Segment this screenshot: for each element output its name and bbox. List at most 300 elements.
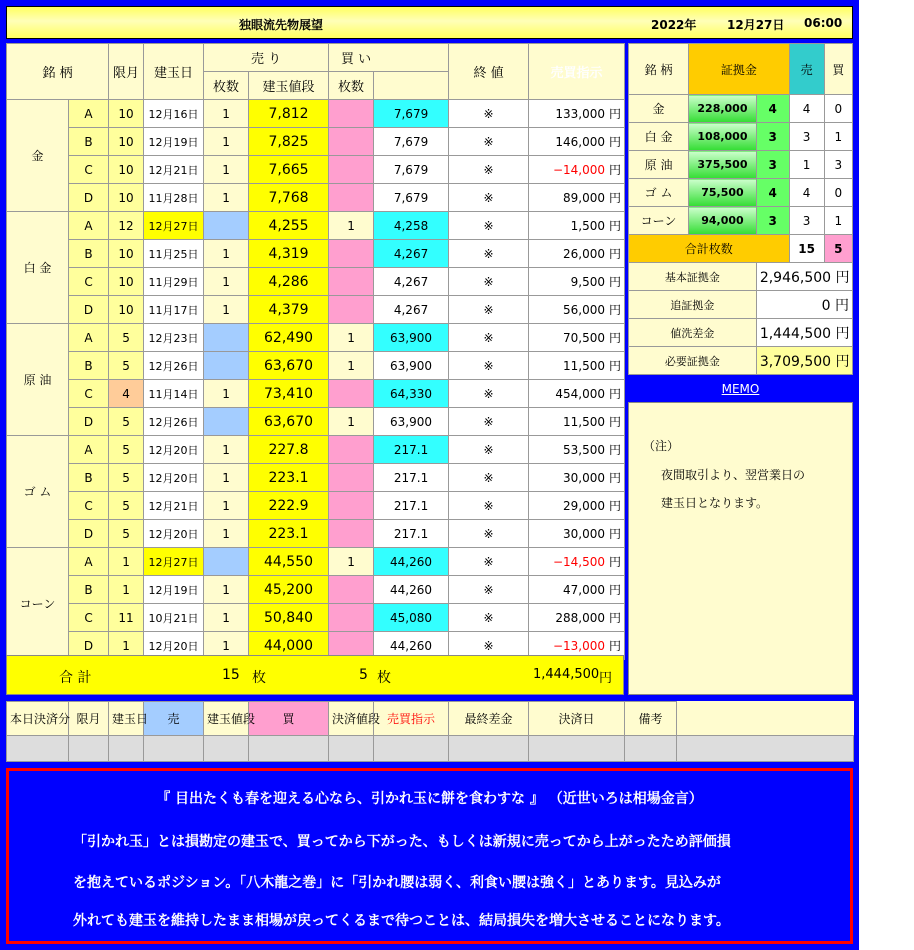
- slot-label: A: [69, 548, 109, 576]
- title-bar: [6, 6, 853, 39]
- mark-to-market-diff: [529, 576, 625, 604]
- memo-line-1: （注）: [643, 439, 680, 453]
- buy-count: [329, 184, 374, 212]
- open-price: 7,825: [249, 128, 329, 156]
- settle-hdr-6: 決済値段: [329, 702, 374, 736]
- date-monthday: 12月27日: [727, 18, 785, 32]
- open-date: 12月27日: [144, 212, 204, 240]
- buy-count: 1: [329, 408, 374, 436]
- close-price: 44,260: [374, 632, 449, 660]
- buy-count: [329, 268, 374, 296]
- commodity-name: コーン: [7, 548, 69, 660]
- side-hdr-brand: 銘 柄: [629, 44, 689, 95]
- open-price: 4,255: [249, 212, 329, 240]
- trade-instruction: ※: [449, 576, 529, 604]
- side-commodity: 金: [629, 95, 689, 123]
- position-row: [7, 212, 625, 240]
- contract-month: 5: [109, 352, 144, 380]
- open-price: 73,410: [249, 380, 329, 408]
- margin-table: [628, 43, 853, 375]
- open-price: 7,812: [249, 100, 329, 128]
- proverb-panel: [6, 768, 853, 944]
- sell-count: 1: [204, 576, 249, 604]
- sell-count: 1: [204, 156, 249, 184]
- yen-unit: 円: [609, 247, 622, 261]
- diff-value: −14,500: [552, 555, 606, 569]
- diff-value: 454,000: [555, 387, 606, 401]
- open-date: 12月20日: [144, 436, 204, 464]
- trade-instruction: ※: [449, 212, 529, 240]
- buy-count: [329, 492, 374, 520]
- buy-count: [329, 380, 374, 408]
- diff-value: 146,000: [555, 135, 606, 149]
- slot-label: C: [69, 492, 109, 520]
- margin-row: [629, 95, 853, 123]
- yen-unit: 円: [609, 583, 622, 597]
- side-commodity: 白 金: [629, 123, 689, 151]
- page-title: 独眼流先物展望: [239, 18, 324, 32]
- yen-unit: 円: [609, 611, 622, 625]
- slot-label: B: [69, 128, 109, 156]
- mark-to-market-diff: [529, 604, 625, 632]
- position-row: [7, 408, 625, 436]
- sell-count: 1: [204, 240, 249, 268]
- side-commodity: 原 油: [629, 151, 689, 179]
- contract-month: 10: [109, 128, 144, 156]
- margin-amount: 94,000: [689, 207, 757, 235]
- open-price: 7,665: [249, 156, 329, 184]
- memo-panel: [628, 402, 853, 695]
- buy-count: [329, 520, 374, 548]
- total-bar: [6, 655, 624, 695]
- yen-unit: 円: [609, 527, 622, 541]
- sell-count: 1: [204, 492, 249, 520]
- contract-month: 12: [109, 212, 144, 240]
- position-row: [7, 324, 625, 352]
- buy-count: 1: [329, 212, 374, 240]
- mark-to-market-diff: [529, 128, 625, 156]
- summary-label: 必要証拠金: [629, 347, 757, 375]
- diff-value: 89,000: [563, 191, 606, 205]
- slot-label: B: [69, 576, 109, 604]
- close-price: 7,679: [374, 128, 449, 156]
- memo-link[interactable]: MEMO: [721, 382, 760, 396]
- hdr-close: 終 値: [449, 44, 529, 100]
- buy-count: 1: [329, 352, 374, 380]
- margin-amount: 75,500: [689, 179, 757, 207]
- open-date: 11月28日: [144, 184, 204, 212]
- yen-unit: 円: [609, 135, 622, 149]
- memo-line-2: 夜間取引より、翌営業日の: [661, 468, 806, 482]
- open-date: 11月29日: [144, 268, 204, 296]
- slot-label: C: [69, 604, 109, 632]
- commodity-name: 原 油: [7, 324, 69, 436]
- total-label: 合 計: [59, 670, 92, 686]
- commodity-name: 金: [7, 100, 69, 212]
- diff-value: 56,000: [563, 303, 606, 317]
- settle-hdr-0: 本日決済分: [7, 702, 69, 736]
- slot-label: B: [69, 464, 109, 492]
- mark-to-market-diff: [529, 268, 625, 296]
- settle-hdr-3: 売: [144, 702, 204, 736]
- open-price: 50,840: [249, 604, 329, 632]
- buy-count: [329, 100, 374, 128]
- hdr-buy: 買 い: [329, 44, 449, 72]
- contract-month: 5: [109, 408, 144, 436]
- contract-month: 10: [109, 100, 144, 128]
- trade-instruction: ※: [449, 604, 529, 632]
- sell-count: [204, 352, 249, 380]
- mark-to-market-diff: [529, 240, 625, 268]
- open-price: 4,319: [249, 240, 329, 268]
- trade-instruction: ※: [449, 268, 529, 296]
- sell-count: 1: [204, 380, 249, 408]
- diff-value: 288,000: [555, 611, 606, 625]
- memo-line-3: 建玉日となります。: [661, 496, 769, 510]
- contract-month: 5: [109, 324, 144, 352]
- summary-value: 2,946,500 円: [756, 263, 852, 291]
- slot-label: D: [69, 408, 109, 436]
- position-row: [7, 352, 625, 380]
- mark-to-market-diff: [529, 492, 625, 520]
- buy-count: 1: [329, 324, 374, 352]
- sell-count: 1: [204, 436, 249, 464]
- summary-value: 1,444,500 円: [756, 319, 852, 347]
- diff-value: 30,000: [563, 527, 606, 541]
- margin-count: 3: [756, 151, 789, 179]
- slot-label: C: [69, 268, 109, 296]
- trade-instruction: ※: [449, 352, 529, 380]
- position-row: [7, 100, 625, 128]
- settle-hdr-9: 決済日: [529, 702, 625, 736]
- margin-row: [629, 123, 853, 151]
- open-price: 222.9: [249, 492, 329, 520]
- side-commodity: コーン: [629, 207, 689, 235]
- open-price: 62,490: [249, 324, 329, 352]
- slot-label: D: [69, 520, 109, 548]
- total-diff: 1,444,500: [533, 667, 600, 682]
- hdr-price: 建玉値段: [249, 72, 329, 100]
- yen-unit: 円: [609, 555, 622, 569]
- proverb-line-1: 「引かれ玉」とは損勘定の建玉で、買ってから下がった、もしくは新規に売ってから上がったため評価損: [73, 834, 731, 850]
- open-date: 12月21日: [144, 156, 204, 184]
- close-price: 7,679: [374, 100, 449, 128]
- mark-to-market-diff: [529, 520, 625, 548]
- trade-instruction: ※: [449, 184, 529, 212]
- contract-month: 5: [109, 464, 144, 492]
- settle-hdr-8: 最終差金: [449, 702, 529, 736]
- contract-month: 5: [109, 520, 144, 548]
- margin-count: 4: [756, 179, 789, 207]
- yen-unit: 円: [609, 415, 622, 429]
- slot-label: D: [69, 632, 109, 660]
- close-price: 64,330: [374, 380, 449, 408]
- total-sell-unit: 枚: [252, 670, 266, 686]
- slot-label: A: [69, 324, 109, 352]
- slot-label: C: [69, 156, 109, 184]
- diff-value: −13,000: [552, 639, 606, 653]
- contract-month: 1: [109, 632, 144, 660]
- diff-value: 11,500: [563, 415, 606, 429]
- side-hdr-margin: 証拠金: [689, 44, 790, 95]
- sell-count: [204, 324, 249, 352]
- close-price: 63,900: [374, 324, 449, 352]
- open-price: 45,200: [249, 576, 329, 604]
- sell-count: 1: [204, 128, 249, 156]
- open-date: 11月17日: [144, 296, 204, 324]
- margin-summary-row: [629, 319, 853, 347]
- sell-count: [204, 212, 249, 240]
- position-row: [7, 492, 625, 520]
- trade-instruction: ※: [449, 380, 529, 408]
- yen-unit: 円: [609, 331, 622, 345]
- contract-month: 10: [109, 240, 144, 268]
- open-date: 12月26日: [144, 408, 204, 436]
- position-row: [7, 184, 625, 212]
- side-sell: 1: [789, 151, 824, 179]
- side-sell: 4: [789, 95, 824, 123]
- contract-month: 11: [109, 604, 144, 632]
- open-price: 7,768: [249, 184, 329, 212]
- open-date: 12月19日: [144, 576, 204, 604]
- contract-month: 10: [109, 156, 144, 184]
- open-date: 11月25日: [144, 240, 204, 268]
- position-row: [7, 464, 625, 492]
- sell-count: 1: [204, 520, 249, 548]
- contract-month: 10: [109, 296, 144, 324]
- yen-unit: 円: [609, 107, 622, 121]
- side-buy: 1: [824, 123, 852, 151]
- close-price: 7,679: [374, 184, 449, 212]
- close-price: 63,900: [374, 352, 449, 380]
- diff-value: 29,000: [563, 499, 606, 513]
- open-date: 12月27日: [144, 548, 204, 576]
- trade-instruction: ※: [449, 492, 529, 520]
- yen-unit: 円: [609, 191, 622, 205]
- trade-instruction: ※: [449, 100, 529, 128]
- close-price: 4,267: [374, 296, 449, 324]
- total-sell: 15: [222, 667, 240, 683]
- close-price: 7,679: [374, 156, 449, 184]
- open-price: 63,670: [249, 352, 329, 380]
- contract-month: 5: [109, 436, 144, 464]
- contract-month: 4: [109, 380, 144, 408]
- margin-summary-row: [629, 291, 853, 319]
- date-time: 06:00: [804, 16, 843, 30]
- settle-hdr-5: 買: [249, 702, 329, 736]
- position-row: [7, 380, 625, 408]
- side-total-buy: 5: [824, 235, 852, 263]
- side-buy: 1: [824, 207, 852, 235]
- position-row: [7, 604, 625, 632]
- trade-instruction: ※: [449, 548, 529, 576]
- close-price: 63,900: [374, 408, 449, 436]
- summary-value: 0 円: [756, 291, 852, 319]
- hdr-trade-instruction: 売買指示: [529, 44, 625, 100]
- close-price: 4,267: [374, 268, 449, 296]
- slot-label: B: [69, 352, 109, 380]
- trade-instruction: ※: [449, 464, 529, 492]
- contract-month: 5: [109, 492, 144, 520]
- close-price: 217.1: [374, 520, 449, 548]
- trade-instruction: ※: [449, 520, 529, 548]
- yen-unit: 円: [609, 387, 622, 401]
- sell-count: 1: [204, 268, 249, 296]
- position-row: [7, 548, 625, 576]
- position-row: [7, 520, 625, 548]
- side-sell: 3: [789, 123, 824, 151]
- margin-row: [629, 207, 853, 235]
- hdr-gen: 限月: [109, 44, 144, 100]
- trade-instruction: ※: [449, 296, 529, 324]
- mark-to-market-diff: [529, 408, 625, 436]
- mark-to-market-diff: [529, 352, 625, 380]
- settle-hdr-1: 限月: [69, 702, 109, 736]
- summary-value: 3,709,500 円: [756, 347, 852, 375]
- settle-hdr-4: 建玉値段: [204, 702, 249, 736]
- sell-count: [204, 408, 249, 436]
- position-row: [7, 576, 625, 604]
- sell-count: 1: [204, 296, 249, 324]
- open-date: 12月20日: [144, 632, 204, 660]
- yen-unit: 円: [609, 639, 622, 653]
- buy-count: 1: [329, 548, 374, 576]
- open-date: 12月20日: [144, 520, 204, 548]
- open-date: 11月14日: [144, 380, 204, 408]
- position-row: [7, 268, 625, 296]
- close-price: 45,080: [374, 604, 449, 632]
- margin-count: 3: [756, 207, 789, 235]
- margin-amount: 228,000: [689, 95, 757, 123]
- yen-unit: 円: [609, 471, 622, 485]
- diff-value: 133,000: [555, 107, 606, 121]
- trade-instruction: ※: [449, 436, 529, 464]
- mark-to-market-diff: [529, 324, 625, 352]
- buy-count: [329, 436, 374, 464]
- position-row: [7, 296, 625, 324]
- open-date: 12月26日: [144, 352, 204, 380]
- trade-instruction: ※: [449, 632, 529, 660]
- margin-count: 4: [756, 95, 789, 123]
- diff-value: 53,500: [563, 443, 606, 457]
- side-total-label: 合計枚数: [629, 235, 790, 263]
- open-price: 4,286: [249, 268, 329, 296]
- margin-row: [629, 151, 853, 179]
- side-hdr-sell: 売: [789, 44, 824, 95]
- diff-value: 26,000: [563, 247, 606, 261]
- yen-unit: 円: [609, 275, 622, 289]
- contract-month: 10: [109, 268, 144, 296]
- proverb-line-3: 外れても建玉を維持したまま相場が戻ってくるまで待つことは、結局損失を増大させることになります。: [73, 913, 730, 929]
- sell-count: 1: [204, 100, 249, 128]
- open-price: 4,379: [249, 296, 329, 324]
- side-sell: 3: [789, 207, 824, 235]
- diff-value: 70,500: [563, 331, 606, 345]
- close-price: 217.1: [374, 464, 449, 492]
- sell-count: 1: [204, 632, 249, 660]
- commodity-name: 白 金: [7, 212, 69, 324]
- margin-amount: 375,500: [689, 151, 757, 179]
- close-price: 4,267: [374, 240, 449, 268]
- close-price: 217.1: [374, 492, 449, 520]
- mark-to-market-diff: [529, 464, 625, 492]
- yen-unit: 円: [609, 303, 622, 317]
- buy-count: [329, 576, 374, 604]
- settle-hdr-7: 売買指示: [374, 702, 449, 736]
- open-date: 12月19日: [144, 128, 204, 156]
- open-date: 12月23日: [144, 324, 204, 352]
- summary-label: 基本証拠金: [629, 263, 757, 291]
- sell-count: 1: [204, 184, 249, 212]
- margin-summary-row: [629, 263, 853, 291]
- summary-label: 値洗差金: [629, 319, 757, 347]
- side-hdr-buy: 買: [824, 44, 852, 95]
- yen-unit: 円: [609, 163, 622, 177]
- proverb-line-2: を抱えているポジション。「八木龍之巻」に「引かれ腰は弱く、利食い腰は強く」とあります。見込みが: [73, 875, 721, 891]
- sell-count: 1: [204, 604, 249, 632]
- diff-value: 1,500: [570, 219, 606, 233]
- sell-count: [204, 548, 249, 576]
- mark-to-market-diff: [529, 156, 625, 184]
- yen-unit: 円: [609, 219, 622, 233]
- hdr-brand: 銘 柄: [7, 44, 109, 100]
- slot-label: D: [69, 296, 109, 324]
- date-year: 2022年: [651, 18, 697, 32]
- settlement-empty-row: [7, 736, 854, 762]
- hdr-buy-count: 枚数: [329, 72, 374, 100]
- position-row: [7, 240, 625, 268]
- position-row: [7, 156, 625, 184]
- settlement-table: [6, 701, 854, 762]
- buy-count: [329, 128, 374, 156]
- trade-instruction: ※: [449, 240, 529, 268]
- margin-count: 3: [756, 123, 789, 151]
- open-date: 12月20日: [144, 464, 204, 492]
- open-price: 223.1: [249, 464, 329, 492]
- slot-label: C: [69, 380, 109, 408]
- mark-to-market-diff: [529, 296, 625, 324]
- buy-count: [329, 240, 374, 268]
- mark-to-market-diff: [529, 380, 625, 408]
- yen-unit: 円: [609, 443, 622, 457]
- buy-count: [329, 156, 374, 184]
- close-price: 217.1: [374, 436, 449, 464]
- slot-label: A: [69, 212, 109, 240]
- mark-to-market-diff: [529, 436, 625, 464]
- diff-value: −14,000: [552, 163, 606, 177]
- margin-amount: 108,000: [689, 123, 757, 151]
- close-price: 44,260: [374, 548, 449, 576]
- hdr-date: 建玉日: [144, 44, 204, 100]
- open-date: 12月21日: [144, 492, 204, 520]
- margin-summary-row: [629, 347, 853, 375]
- open-date: 10月21日: [144, 604, 204, 632]
- open-price: 44,550: [249, 548, 329, 576]
- side-sell: 4: [789, 179, 824, 207]
- slot-label: D: [69, 184, 109, 212]
- contract-month: 10: [109, 184, 144, 212]
- diff-value: 11,500: [563, 359, 606, 373]
- trade-instruction: ※: [449, 324, 529, 352]
- close-price: 4,258: [374, 212, 449, 240]
- trade-instruction: ※: [449, 408, 529, 436]
- settle-hdr-2: 建玉日: [109, 702, 144, 736]
- slot-label: B: [69, 240, 109, 268]
- position-row: [7, 128, 625, 156]
- open-price: 223.1: [249, 520, 329, 548]
- mark-to-market-diff: [529, 212, 625, 240]
- open-date: 12月16日: [144, 100, 204, 128]
